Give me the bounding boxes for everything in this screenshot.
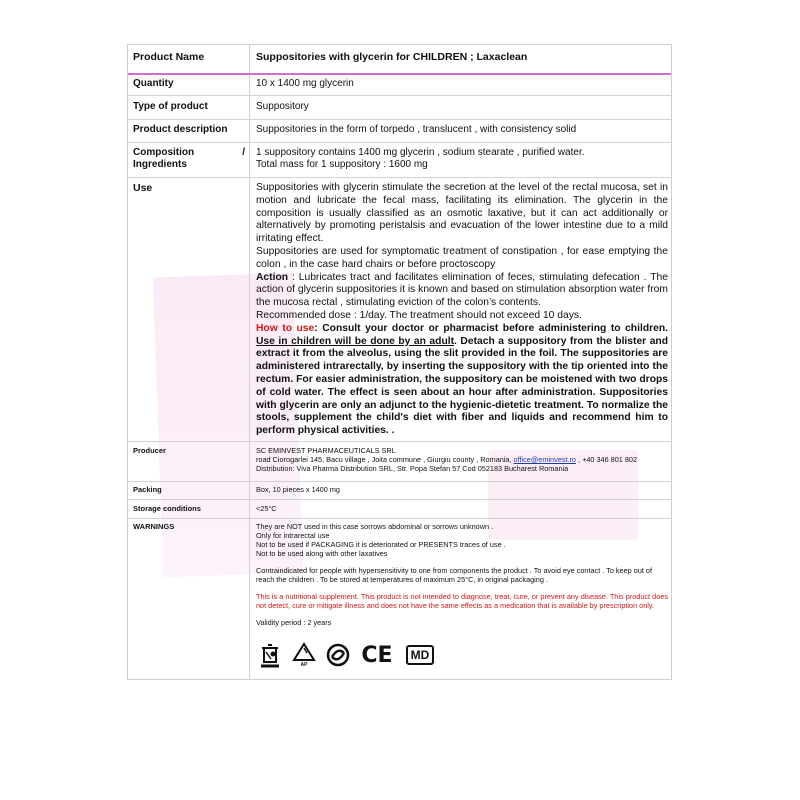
row-divider (128, 177, 671, 178)
producer-value (256, 446, 668, 473)
use-paragraph-1: Suppositories with glycerin stimulate the secretion at the level of the rectal mucosa, set in motion and lubricate the fecal mass, facilitating its elimination. The glycerin in the composition is usually classified as an osmotic laxative, but it can act additionally or alternatively by promoting peristalsis and evacuation of the lower intestine due to a mild irritating effect. (256, 182, 668, 245)
warning-1: They are NOT used in this case sorrows abdominal or sorrows unknown . (256, 522, 494, 531)
recycling-label: AP (300, 662, 308, 668)
ce-mark-icon: CE (361, 642, 393, 668)
producer-label: Producer (133, 446, 166, 455)
row-divider (128, 481, 671, 482)
warning-4: Not to be used along with other laxatives (256, 549, 388, 558)
compliance-icons (258, 641, 436, 669)
producer-distribution: Distribution: Viva Pharma Distribution SRL, Str. Popa Stefan 57 Cod 052183 Bucharest Romania (256, 464, 569, 473)
composition-label-slash: / (242, 147, 245, 158)
warnings-label: WARNINGS (133, 522, 175, 531)
how-to-use-block (256, 323, 668, 436)
producer-phone: , +40 346 801 802 (575, 455, 638, 464)
composition-line1: 1 suppository contains 1400 mg glycerin , sodium stearate , purified water. (256, 147, 585, 158)
use-paragraph-2: Suppositories are used for symptomatic treatment of constipation , for ease emptying the colon , in the case hard chairs or before proctoscopy (256, 245, 668, 270)
product-sheet (127, 44, 672, 680)
producer-name: SC EMINVEST PHARMACEUTICALS SRL (256, 446, 396, 455)
validity-period: Validity period : 2 years (256, 618, 332, 627)
warning-5: Contraindicated for people with hypersensitivity to one from components the product . To avoid eye contact . To keep out of reach the children . To be stored at temperatures of maximum 25°C, in original packaging . (256, 566, 653, 584)
recycle-bin-icon (258, 641, 282, 669)
warning-3: Not to be used if PACKAGING it is deteriorated or PRESENTS traces of use . (256, 540, 506, 549)
how-to-use-underline: Use in children will be done by an adult (256, 335, 455, 347)
composition-label-line1: Composition (133, 147, 195, 158)
row-divider (128, 95, 671, 96)
accent-divider (128, 73, 671, 75)
green-dot-icon (326, 641, 350, 669)
composition-line2: Total mass for 1 suppository : 1600 mg (256, 159, 428, 170)
how-to-use-intro: : Consult your doctor or pharmacist before administering to children. (314, 322, 668, 334)
use-label: Use (133, 182, 153, 194)
column-divider (249, 45, 250, 679)
use-text (256, 182, 668, 438)
row-divider (128, 499, 671, 500)
row-divider (128, 441, 671, 442)
md-mark-text: MD (406, 645, 435, 665)
storage-value: <25°C (256, 504, 277, 513)
row-divider (128, 119, 671, 120)
composition-label (133, 147, 245, 171)
composition-label-line2: Ingredients (133, 159, 187, 170)
action-text: : Lubricates tract and facilitates elimination of feces, stimulating defecation . The action of glycerin suppositories it is known and based on stimulation absorption water from the mucosa rectal , stimulating eviction of the colon’s contents. (256, 271, 668, 309)
product-name-value: Suppositories with glycerin for CHILDREN ; Laxaclean (256, 51, 528, 63)
dose-text: Recommended dose : 1/day. The treatment should not exceed 10 days. (256, 309, 582, 321)
product-name-label: Product Name (133, 51, 205, 63)
supplement-disclaimer: This is a nutritional supplement. This product is not intended to diagnose, treat, cure, or prevent any disease. This product does not detect, cure or mitigate illness and does not have the same effects as a medication that is available by prescription only. (256, 592, 668, 610)
row-divider (128, 142, 671, 143)
how-to-use-label: How to use (256, 322, 315, 334)
composition-value (256, 147, 668, 171)
warnings-value (256, 522, 668, 627)
medical-device-icon (404, 641, 436, 669)
quantity-label: Quantity (133, 78, 174, 89)
packing-label: Packing (133, 485, 162, 494)
storage-label: Storage conditions (133, 504, 201, 513)
how-to-use-rest: . Detach a suppository from the blister and extract it from the alveolus, using the slit provided in the foil. The suppositories are administered intrarectally, by inserting the suppository with the tip oriented into the rectum. For easier administration, the suppository can be moistened with two drops of cold water. The effect is seen about an hour after administration. Suppositories with glycerin are only an adjunct to the hygienic-dietetic treatment. To normalize the stools, supplement the child's diet with fiber and liquids and recommend him to perform physical activities. . (256, 335, 668, 437)
type-value: Suppository (256, 101, 309, 112)
description-value: Suppositories in the form of torpedo , translucent , with consistency solid (256, 124, 577, 135)
type-label: Type of product (133, 101, 208, 112)
recycling-triangle-icon (292, 641, 316, 669)
producer-address (256, 455, 668, 464)
row-divider (128, 518, 671, 519)
producer-email-link[interactable]: office@eminvest.ro (513, 455, 576, 464)
packing-value: Box, 10 pieces x 1400 mg (256, 485, 340, 494)
quantity-value: 10 x 1400 mg glycerin (256, 78, 354, 89)
warning-2: Only for intrarectal use (256, 531, 330, 540)
action-label: Action (256, 271, 289, 283)
description-label: Product description (133, 124, 228, 135)
producer-address-text: road Ciorogarlei 145, Bacu village , Joita commune , Giurgiu county , Romania, (256, 455, 514, 464)
